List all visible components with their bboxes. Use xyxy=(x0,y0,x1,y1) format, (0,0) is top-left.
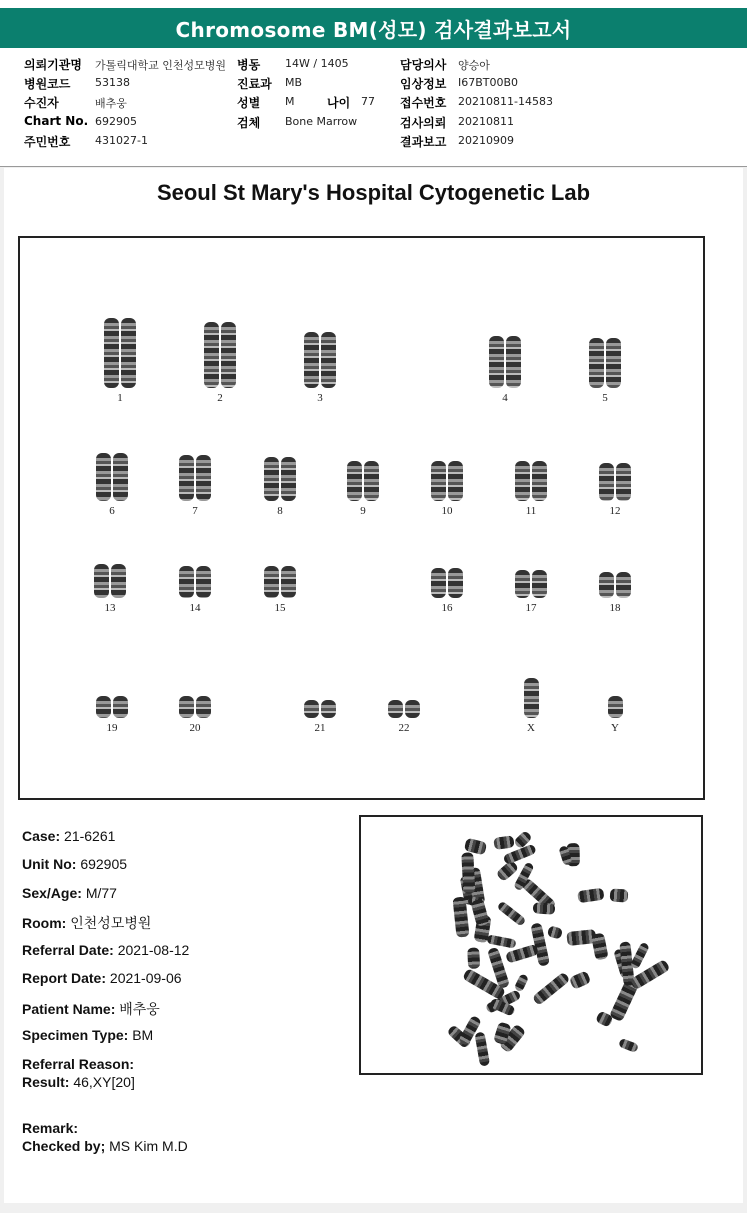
chromatid xyxy=(608,696,623,718)
chromatid xyxy=(281,457,296,501)
field-report-date: Report Date: 2021-09-06 xyxy=(22,970,182,986)
chromatid xyxy=(96,696,111,718)
value-test-request: 20210811 xyxy=(458,115,514,128)
value-result-report: 20210909 xyxy=(458,134,514,147)
chromosome-label: 5 xyxy=(602,392,608,404)
field-case: Case: 21-6261 xyxy=(22,828,116,844)
chromosome-14 xyxy=(178,566,212,598)
chromosome-label: 20 xyxy=(189,722,201,734)
value-department: MB xyxy=(285,76,303,89)
label-institution: 의뢰기관명 xyxy=(24,58,82,72)
chromatid xyxy=(364,461,379,501)
chromosome-8 xyxy=(263,457,297,501)
chromatid xyxy=(104,318,119,388)
label-sex: 성별 xyxy=(237,96,261,110)
chromosome-19 xyxy=(95,696,129,718)
chromosome-16 xyxy=(430,568,464,598)
chromosome-12 xyxy=(598,463,632,501)
chromatid xyxy=(113,696,128,718)
label-age: 나이 xyxy=(327,96,351,110)
chromosome-label: 22 xyxy=(398,722,410,734)
value-patient: 배추웅 xyxy=(95,97,127,110)
chromosome-2 xyxy=(203,322,237,388)
chromosome-7 xyxy=(178,455,212,501)
top-strip xyxy=(0,0,747,8)
label-specimen: 검체 xyxy=(237,116,261,130)
chromosome-22 xyxy=(387,700,421,718)
chromatid xyxy=(304,700,319,718)
chromosome-5 xyxy=(588,338,622,388)
chromatid xyxy=(347,461,362,501)
chromatid xyxy=(111,564,126,598)
chromosome-20 xyxy=(178,696,212,718)
chromosome-13 xyxy=(93,564,127,598)
chromosome-label: 2 xyxy=(217,392,223,404)
field-specimen-type: Specimen Type: BM xyxy=(22,1027,154,1043)
chromosome-label: 17 xyxy=(525,602,537,614)
field-referral-reason: Referral Reason: xyxy=(22,1056,135,1072)
chromosome-label: 4 xyxy=(502,392,508,404)
chromatid xyxy=(589,338,604,388)
metaphase-chromosome xyxy=(592,932,609,960)
chromatid xyxy=(515,461,530,501)
chromosome-label: 1 xyxy=(117,392,123,404)
metaphase-chromosome xyxy=(514,973,530,992)
chromosome-label: 6 xyxy=(109,505,115,517)
chromatid xyxy=(405,700,420,718)
chromatid xyxy=(321,700,336,718)
chromosome-4 xyxy=(488,336,522,388)
chromatid xyxy=(179,455,194,501)
value-institution: 가톨릭대학교 인천성모병원 xyxy=(95,59,227,72)
chromosome-label: X xyxy=(527,722,535,734)
karyotype-panel xyxy=(18,236,705,800)
chromatid xyxy=(599,572,614,598)
chromatid xyxy=(388,700,403,718)
chromosome-label: 11 xyxy=(525,505,537,517)
chromosome-label: 18 xyxy=(609,602,621,614)
chromatid xyxy=(121,318,136,388)
chromosome-label: 8 xyxy=(277,505,283,517)
chromatid xyxy=(179,696,194,718)
chromosome-label: 13 xyxy=(104,602,116,614)
chromatid xyxy=(264,566,279,598)
chromatid xyxy=(281,566,296,598)
chromosome-label: 9 xyxy=(360,505,366,517)
field-sex-age: Sex/Age: M/77 xyxy=(22,885,117,901)
report-body xyxy=(4,168,743,1203)
label-patient: 수진자 xyxy=(24,96,59,110)
chromosome-21 xyxy=(303,700,337,718)
chromosome-11 xyxy=(514,461,548,501)
chromatid xyxy=(196,696,211,718)
value-clinical-info: I67BT00B0 xyxy=(458,76,519,89)
value-sex: M xyxy=(285,95,295,108)
label-accession: 접수번호 xyxy=(400,96,447,110)
chromosome-label: 12 xyxy=(609,505,621,517)
value-age: 77 xyxy=(361,95,375,108)
label-department: 진료과 xyxy=(237,77,272,91)
metaphase-chromosome xyxy=(466,948,479,970)
value-resident-no: 431027-1 xyxy=(95,134,148,147)
chromatid xyxy=(448,461,463,501)
field-referral-date: Referral Date: 2021-08-12 xyxy=(22,942,190,958)
metaphase-chromosome xyxy=(610,888,629,902)
chromatid xyxy=(321,332,336,388)
label-clinical-info: 임상정보 xyxy=(400,77,447,91)
field-room: Room: 인천성모병원 xyxy=(22,915,152,931)
value-specimen: Bone Marrow xyxy=(285,115,358,128)
label-chart-no: Chart No. xyxy=(24,114,89,128)
chromatid xyxy=(616,463,631,501)
field-remark: Remark: xyxy=(22,1120,79,1136)
label-result-report: 결과보고 xyxy=(400,135,447,149)
value-chart-no: 692905 xyxy=(95,115,137,128)
chromatid xyxy=(431,568,446,598)
metaphase-image xyxy=(359,815,703,1075)
field-patient-name: Patient Name: 배추웅 xyxy=(22,1001,160,1017)
label-hospital-code: 병원코드 xyxy=(24,77,71,91)
patient-info-panel xyxy=(0,48,747,167)
chromosome-label: 21 xyxy=(314,722,326,734)
label-test-request: 검사의뢰 xyxy=(400,116,447,130)
chromosome-label: 15 xyxy=(274,602,286,614)
metaphase-chromosome xyxy=(569,971,591,990)
chromosome-Y xyxy=(607,696,623,718)
chromatid xyxy=(616,572,631,598)
chromosome-label: 19 xyxy=(106,722,118,734)
metaphase-chromosome xyxy=(474,1031,490,1066)
chromatid xyxy=(304,332,319,388)
metaphase-chromosome xyxy=(496,900,526,926)
metaphase-chromosome xyxy=(618,1037,639,1053)
chromatid xyxy=(196,455,211,501)
chromosome-3 xyxy=(303,332,337,388)
metaphase-chromosome xyxy=(547,925,564,939)
metaphase-chromosome xyxy=(470,898,489,926)
chromosome-label: 3 xyxy=(317,392,323,404)
chromosome-15 xyxy=(263,566,297,598)
chromatid xyxy=(94,564,109,598)
chromatid xyxy=(196,566,211,598)
chromatid xyxy=(448,568,463,598)
label-ward: 병동 xyxy=(237,58,261,72)
metaphase-chromosome xyxy=(533,902,555,914)
chromatid xyxy=(532,570,547,598)
chromatid xyxy=(524,678,539,718)
value-accession: 20210811-14583 xyxy=(458,95,553,108)
chromosome-label: 14 xyxy=(189,602,201,614)
chromatid xyxy=(113,453,128,501)
chromatid xyxy=(532,461,547,501)
chromatid xyxy=(96,453,111,501)
chromosome-1 xyxy=(103,318,137,388)
chromatid xyxy=(599,463,614,501)
value-physician: 양승아 xyxy=(458,59,490,72)
chromosome-10 xyxy=(430,461,464,501)
metaphase-chromosome xyxy=(629,942,650,970)
chromosome-label: 7 xyxy=(192,505,198,517)
chromosome-X xyxy=(523,678,539,718)
report-title: Chromosome BM(성모) 검사결과보고서 xyxy=(0,8,747,48)
field-result: Result: 46,XY[20] xyxy=(22,1074,135,1090)
chromatid xyxy=(221,322,236,388)
metaphase-chromosome xyxy=(532,972,571,1006)
chromatid xyxy=(264,457,279,501)
chromosome-label: 16 xyxy=(441,602,453,614)
chromatid xyxy=(606,338,621,388)
chromatid xyxy=(431,461,446,501)
chromatid xyxy=(489,336,504,388)
label-physician: 담당의사 xyxy=(400,58,447,72)
field-checked-by: Checked by; MS Kim M.D xyxy=(22,1138,188,1154)
chromosome-18 xyxy=(598,572,632,598)
metaphase-chromosome xyxy=(486,934,516,949)
value-hospital-code: 53138 xyxy=(95,76,130,89)
chromatid xyxy=(515,570,530,598)
chromatid xyxy=(506,336,521,388)
field-unit-no: Unit No: 692905 xyxy=(22,856,128,872)
lab-title: Seoul St Mary's Hospital Cytogenetic Lab xyxy=(156,180,591,205)
chromosome-label: Y xyxy=(611,722,619,734)
metaphase-chromosome xyxy=(461,852,475,893)
label-resident-no: 주민번호 xyxy=(24,135,71,149)
value-ward: 14W / 1405 xyxy=(285,57,349,70)
chromatid xyxy=(179,566,194,598)
metaphase-chromosome xyxy=(493,835,514,849)
metaphase-chromosome xyxy=(578,888,605,904)
chromosome-9 xyxy=(346,461,380,501)
chromosome-17 xyxy=(514,570,548,598)
chromatid xyxy=(204,322,219,388)
chromosome-label: 10 xyxy=(441,505,453,517)
chromosome-6 xyxy=(95,453,129,501)
